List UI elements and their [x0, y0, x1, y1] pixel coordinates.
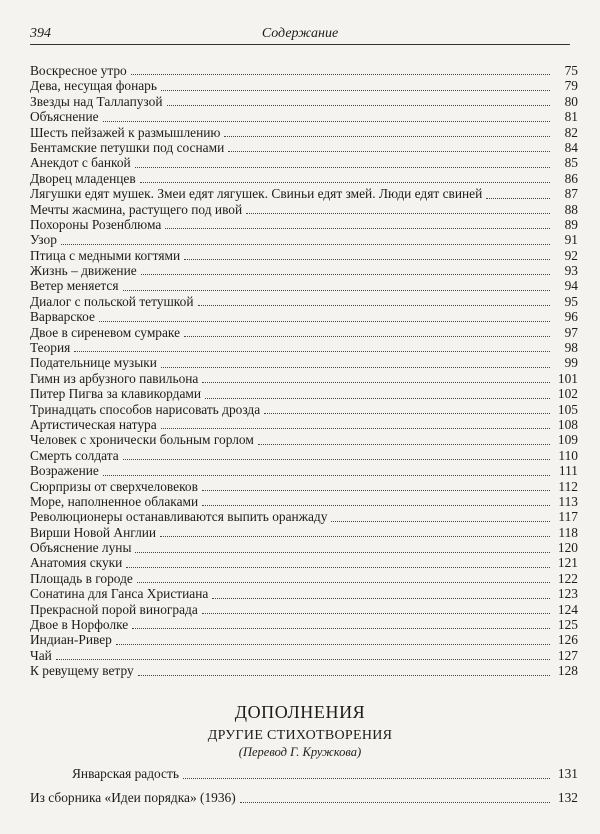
dot-leader	[135, 167, 550, 168]
toc-entry-page: 97	[564, 324, 578, 340]
toc-entry-page: 85	[564, 155, 578, 171]
toc-entry-page: 117	[558, 509, 578, 525]
running-title: Содержание	[261, 26, 339, 41]
toc-entry	[30, 617, 578, 632]
toc-entry-title: Шесть пейзажей к размышлению	[30, 124, 221, 140]
toc-entry-title: Революционеры останавливаются выпить оранжаду	[30, 509, 328, 525]
toc-entry-page: 79	[564, 78, 578, 94]
dot-leader	[160, 536, 550, 537]
toc-entry-title: Смерть солдата	[30, 447, 119, 463]
toc-entry-page: 122	[557, 570, 578, 586]
toc-entry-title: Гимн из арбузного павильона	[30, 370, 199, 386]
toc-entry-page: 93	[564, 263, 578, 279]
toc-entry	[30, 417, 578, 432]
toc-entry	[30, 63, 578, 78]
toc-entry	[30, 509, 578, 524]
toc-entry-page: 125	[557, 617, 578, 633]
dot-leader	[212, 598, 550, 599]
toc-entry	[30, 494, 578, 509]
toc-entry-title: Прекрасной порой винограда	[30, 601, 198, 617]
toc-entry-page: 88	[564, 201, 578, 217]
dot-leader	[264, 413, 550, 414]
dot-leader	[198, 305, 551, 306]
toc-entry-page: 126	[557, 632, 578, 648]
dot-leader	[135, 552, 550, 553]
toc-entry	[30, 263, 578, 278]
toc-entry	[30, 278, 578, 293]
toc-entry	[30, 556, 578, 571]
toc-entry-page: 95	[564, 293, 578, 309]
dot-leader	[246, 213, 550, 214]
toc-entry-title: Анекдот с банкой	[30, 155, 131, 171]
toc-entry-title: Сонатина для Ганса Христиана	[30, 586, 209, 602]
toc-entry	[30, 309, 578, 324]
toc-entry-page: 110	[558, 447, 578, 463]
dot-leader	[123, 459, 550, 460]
toc-entry	[30, 386, 578, 401]
dot-leader	[205, 398, 550, 399]
toc-entry	[30, 371, 578, 386]
appendix-heading: ДОПОЛНЕНИЯ	[234, 702, 366, 722]
toc-entry	[30, 602, 578, 617]
dot-leader	[138, 675, 550, 676]
toc-entry-title: Дворец младенцев	[30, 170, 136, 186]
toc-entry	[30, 571, 578, 586]
toc-entry-title: Мечты жасмина, растущего под ивой	[30, 201, 243, 217]
toc-entry-title: Звезды над Таллапузой	[30, 93, 163, 109]
toc-entry-page: 109	[557, 432, 578, 448]
toc-entry-title: Узор	[30, 232, 57, 248]
dot-leader	[132, 628, 550, 629]
dot-leader	[167, 105, 550, 106]
toc-entry	[30, 248, 578, 263]
toc-entry-title: Артистическая натура	[30, 416, 157, 432]
dot-leader	[202, 382, 550, 383]
toc-entry-title: Диалог с польской тетушкой	[30, 293, 194, 309]
translator-note: (Перевод Г. Кружкова)	[238, 745, 362, 759]
dot-leader	[165, 228, 550, 229]
toc-entry-title: Птица с медными когтями	[30, 247, 181, 263]
toc-entry-title: Возражение	[30, 463, 99, 479]
dot-leader	[56, 659, 550, 660]
dot-leader	[202, 613, 550, 614]
toc-entry-page: 98	[564, 340, 578, 356]
toc-entry-page: 112	[558, 478, 578, 494]
toc-entry-page: 94	[564, 278, 578, 294]
toc-entry	[30, 355, 578, 370]
toc-entry-page: 118	[558, 524, 578, 540]
toc-entry-page: 113	[558, 493, 578, 509]
toc-entry-title: Дева, несущая фонарь	[30, 78, 157, 94]
toc-entry-title: К ревущему ветру	[30, 663, 134, 679]
dot-leader	[240, 802, 550, 803]
toc-entry-title: Похороны Розенблюма	[30, 216, 162, 232]
toc-entry-title: Жизнь – движение	[30, 263, 137, 279]
toc-entry-page: 101	[557, 370, 578, 386]
toc-entry	[30, 217, 578, 232]
dot-leader	[61, 244, 550, 245]
dot-leader	[486, 198, 550, 199]
toc-entry	[30, 632, 578, 647]
appendix-subheading: ДРУГИЕ СТИХОТВОРЕНИЯ	[207, 728, 393, 743]
toc-entry-title: Двое в Норфолке	[30, 617, 129, 633]
toc-entry	[30, 171, 578, 186]
toc-entry	[72, 766, 578, 782]
dot-leader	[224, 136, 550, 137]
toc-entry	[30, 125, 578, 140]
dot-leader	[103, 121, 550, 122]
toc-entry-title: Бентамские петушки под соснами	[30, 139, 225, 155]
toc-entry	[30, 586, 578, 601]
toc-entry-page: 91	[564, 232, 578, 248]
toc-entry-title: Вирши Новой Англии	[30, 524, 157, 540]
toc-entry	[30, 479, 578, 494]
toc-entry-page: 111	[558, 463, 578, 479]
toc-entry-page: 87	[564, 186, 578, 202]
toc-entry-title: Воскресное утро	[30, 62, 127, 78]
toc-entry-page: 123	[557, 586, 578, 602]
dot-leader	[161, 428, 550, 429]
dot-leader	[103, 475, 550, 476]
toc-entry-title: Теория	[30, 340, 71, 356]
toc-entry-page: 128	[557, 663, 578, 679]
toc-entry-page: 124	[557, 601, 578, 617]
toc-entry	[30, 155, 578, 170]
dot-leader	[126, 567, 550, 568]
toc-entry-title: Чай	[30, 647, 52, 663]
toc-entry-title: Подательнице музыки	[30, 355, 157, 371]
running-head	[30, 22, 570, 46]
toc-entry	[30, 663, 578, 678]
dot-leader	[331, 521, 550, 522]
toc-entry	[30, 109, 578, 124]
toc-entry	[30, 402, 578, 417]
toc-entry-page: 121	[557, 555, 578, 571]
dot-leader	[131, 74, 550, 75]
toc-entry	[30, 463, 578, 478]
toc-entry-title: Море, наполненное облаками	[30, 493, 199, 509]
toc-entry	[30, 448, 578, 463]
toc-entry	[30, 325, 578, 340]
toc-entry	[30, 540, 578, 555]
toc-entry-title: Объяснение	[30, 109, 99, 125]
toc-entry-title: Объяснение луны	[30, 540, 132, 556]
dot-leader	[74, 351, 550, 352]
toc-entry-page: 86	[564, 170, 578, 186]
dot-leader	[202, 505, 550, 506]
toc-entry-title: Анатомия скуки	[30, 555, 123, 571]
toc-entry-page: 105	[557, 401, 578, 417]
dot-leader	[183, 778, 550, 779]
toc-entry	[30, 648, 578, 663]
toc-entry-page: 89	[564, 216, 578, 232]
toc-entry	[30, 94, 578, 109]
dot-leader	[202, 490, 550, 491]
toc-entry	[30, 340, 578, 355]
toc-entry-page: 75	[564, 62, 578, 78]
toc-entry	[30, 186, 578, 201]
toc-entry-page: 92	[564, 247, 578, 263]
toc-entry	[30, 790, 578, 806]
dot-leader	[161, 90, 550, 91]
toc-entry	[30, 525, 578, 540]
toc-entry	[30, 432, 578, 447]
toc-entry	[30, 232, 578, 247]
toc-entry-page: 127	[557, 647, 578, 663]
toc-entry-title: Варварское	[30, 309, 95, 325]
toc-entry-page: 80	[564, 93, 578, 109]
header-rule	[30, 44, 570, 45]
toc-entry-page: 132	[557, 790, 578, 805]
dot-leader	[184, 336, 550, 337]
toc-entry-title: Человек с хронически больным горлом	[30, 432, 254, 448]
toc-entry-page: 96	[564, 309, 578, 325]
dot-leader	[184, 259, 550, 260]
dot-leader	[161, 367, 550, 368]
dot-leader	[99, 321, 550, 322]
toc-entry-title: Питер Пигва за клавикордами	[30, 386, 202, 402]
toc-entry-page: 108	[557, 416, 578, 432]
toc-entry	[30, 78, 578, 93]
toc-entry-page: 99	[564, 355, 578, 371]
dot-leader	[116, 644, 550, 645]
page-number: 394	[30, 26, 51, 41]
toc-entry-page: 82	[564, 124, 578, 140]
toc-entry-title: Ветер меняется	[30, 278, 119, 294]
toc-entry-page: 84	[564, 139, 578, 155]
toc-entry	[30, 202, 578, 217]
toc-entry-title: Январская радость	[72, 766, 179, 781]
toc-entry-title: Лягушки едят мушек. Змеи едят лягушек. Свиньи едят змей. Люди едят свиней	[30, 186, 483, 202]
dot-leader	[141, 274, 550, 275]
dot-leader	[123, 290, 550, 291]
toc-entry-title: Тринадцать способов нарисовать дрозда	[30, 401, 261, 417]
toc-entry-title: Из сборника «Идеи порядка» (1936)	[30, 790, 236, 805]
toc-entry	[30, 294, 578, 309]
toc-entry-page: 120	[557, 540, 578, 556]
toc-entry-title: Площадь в городе	[30, 570, 133, 586]
toc-entry-title: Двое в сиреневом сумраке	[30, 324, 181, 340]
toc-entry	[30, 140, 578, 155]
dot-leader	[140, 182, 550, 183]
table-of-contents	[30, 63, 578, 679]
dot-leader	[258, 444, 550, 445]
dot-leader	[137, 582, 550, 583]
toc-entry-page: 102	[557, 386, 578, 402]
dot-leader	[228, 151, 550, 152]
toc-entry-title: Индиан-Ривер	[30, 632, 112, 648]
toc-entry-page: 81	[564, 109, 578, 125]
toc-entry-page: 131	[557, 766, 578, 781]
toc-entry-title: Сюрпризы от сверхчеловеков	[30, 478, 198, 494]
